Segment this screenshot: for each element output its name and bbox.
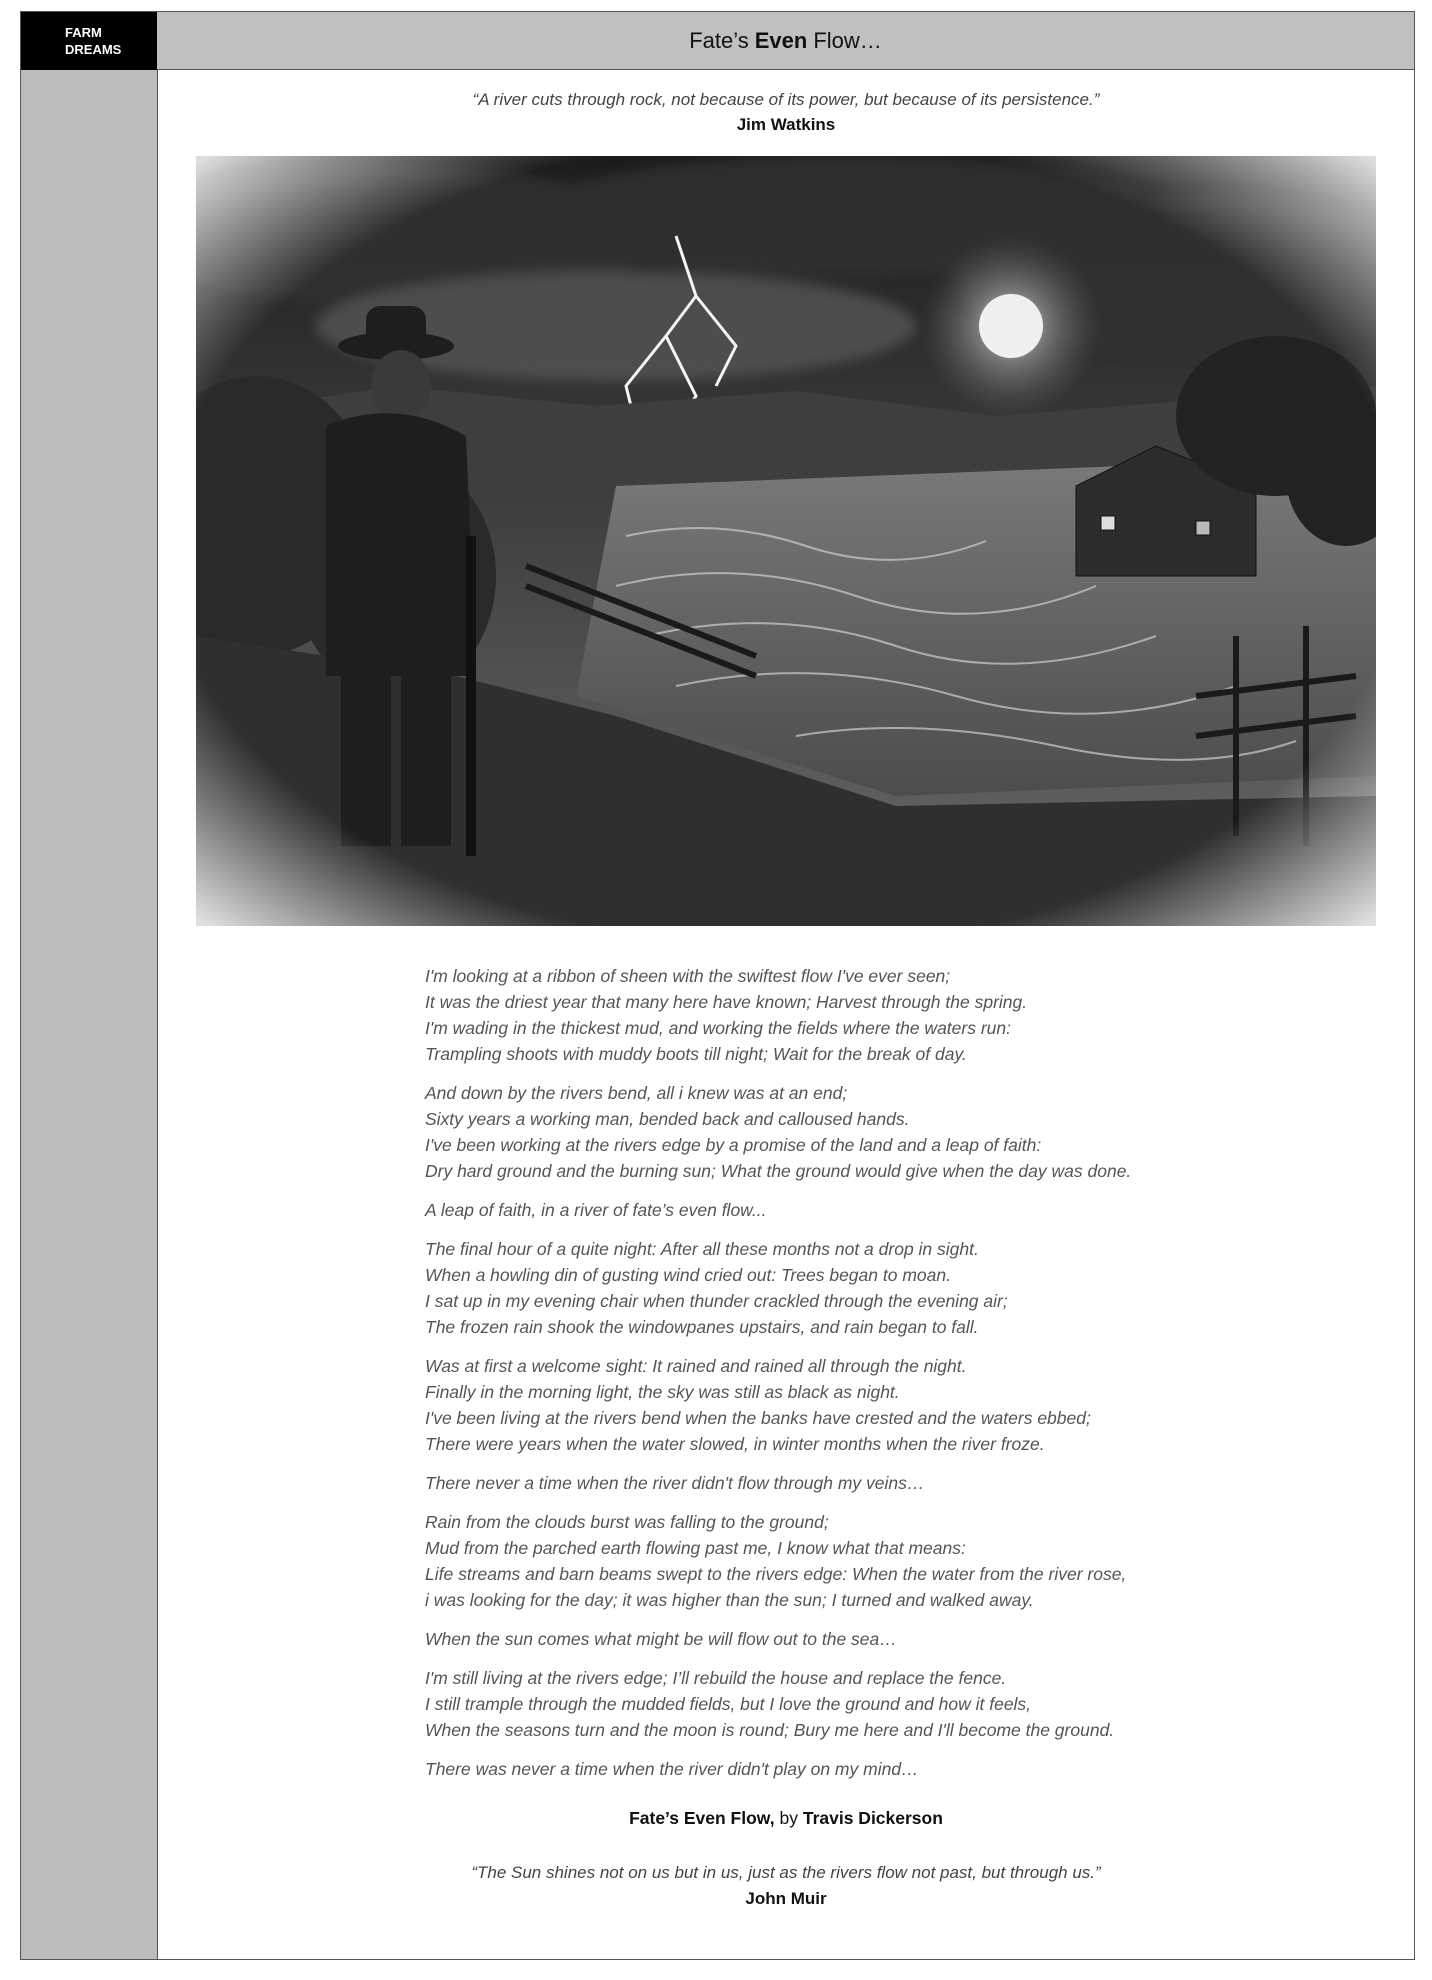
poem-line: There was never a time when the river didn't play on my mind… (425, 1759, 919, 1779)
poem-line: Trampling shoots with muddy boots till night; Wait for the break of day. (425, 1044, 967, 1064)
poem-line: Was at first a welcome sight: It rained and rained all through the night. (425, 1356, 967, 1376)
poem-line: And down by the rivers bend, all i knew was at an end; (425, 1083, 848, 1103)
content-area (158, 70, 1414, 1959)
poem-line: i was looking for the day; it was higher than the sun; I turned and walked away. (425, 1590, 1034, 1610)
poem-line: There were years when the water slowed, in winter months when the river froze. (425, 1434, 1045, 1454)
poem-line: Mud from the parched earth flowing past me, I know what that means: (425, 1538, 966, 1558)
poem-line: I'm wading in the thickest mud, and working the fields where the waters run: (425, 1018, 1011, 1038)
poem-stanza (425, 1080, 1325, 1184)
poem-line: A leap of faith, in a river of fate’s even flow... (425, 1200, 767, 1220)
poem-stanza (425, 1509, 1325, 1613)
poem-line: Dry hard ground and the burning sun; What the ground would give when the day was done. (425, 1161, 1132, 1181)
poem-line: I still trample through the mudded fields, but I love the ground and how it feels, (425, 1694, 1032, 1714)
poem-line: Sixty years a working man, bended back and calloused hands. (425, 1109, 910, 1129)
poem-line: Finally in the morning light, the sky was still as black as night. (425, 1382, 900, 1402)
poem (425, 963, 1325, 1795)
poem-line: When the sun comes what might be will flow out to the sea… (425, 1629, 897, 1649)
poem-line: There never a time when the river didn't flow through my veins… (425, 1473, 925, 1493)
page-frame (20, 11, 1415, 1960)
poem-line: When a howling din of gusting wind cried out: Trees began to moan. (425, 1265, 951, 1285)
poem-line: I'm still living at the rivers edge; I’ll rebuild the house and replace the fence. (425, 1668, 1007, 1688)
poem-stanza (425, 963, 1325, 1067)
poem-line: The frozen rain shook the windowpanes upstairs, and rain began to fall. (425, 1317, 979, 1337)
poem-stanza (425, 1626, 1325, 1652)
storm-river-artwork (196, 156, 1376, 926)
title-post: Flow… (813, 27, 882, 53)
top-quote-author: Jim Watkins (736, 115, 836, 134)
brand-line-2: DREAMS (65, 42, 122, 57)
brand-label (21, 12, 157, 70)
poem-line: I've been living at the rivers bend when the banks have crested and the waters ebbed; (425, 1408, 1091, 1428)
poem-line: I sat up in my evening chair when thunder crackled through the evening air; (425, 1291, 1008, 1311)
poem-line: I'm looking at a ribbon of sheen with the swiftest flow I've ever seen; (425, 966, 951, 986)
poem-stanza (425, 1756, 1325, 1782)
poem-stanza (425, 1353, 1325, 1457)
poem-line: When the seasons turn and the moon is round; Bury me here and I'll become the ground. (425, 1720, 1115, 1740)
poem-credit (158, 1808, 1414, 1829)
bottom-quote: “The Sun shines not on us but in us, just as the rivers flow not past, but through us.” (471, 1863, 1101, 1882)
credit-title: Fate’s Even Flow, (629, 1808, 775, 1828)
poem-stanza (425, 1236, 1325, 1340)
bottom-quote-author: John Muir (745, 1889, 827, 1908)
title-pre: Fate’s (689, 27, 749, 53)
poem-line: It was the driest year that many here have known; Harvest through the spring. (425, 992, 1028, 1012)
credit-by: by (779, 1808, 798, 1828)
poem-stanza (425, 1197, 1325, 1223)
top-quote: “A river cuts through rock, not because of its power, but because of its persistence.” (472, 90, 1100, 109)
page-title (157, 12, 1414, 70)
poem-line: Rain from the clouds burst was falling to the ground; (425, 1512, 829, 1532)
vignette (196, 156, 1376, 926)
sidebar (21, 12, 158, 1959)
poem-line: I've been working at the rivers edge by a promise of the land and a leap of faith: (425, 1135, 1042, 1155)
poem-stanza (425, 1470, 1325, 1496)
poem-line: The final hour of a quite night: After all these months not a drop in sight. (425, 1239, 979, 1259)
title-bold: Even (754, 27, 808, 53)
poem-line: Life streams and barn beams swept to the rivers edge: When the water from the river rose, (425, 1564, 1127, 1584)
poem-stanza (425, 1665, 1325, 1743)
credit-author: Travis Dickerson (802, 1808, 943, 1828)
brand-line-1: FARM (65, 25, 102, 40)
